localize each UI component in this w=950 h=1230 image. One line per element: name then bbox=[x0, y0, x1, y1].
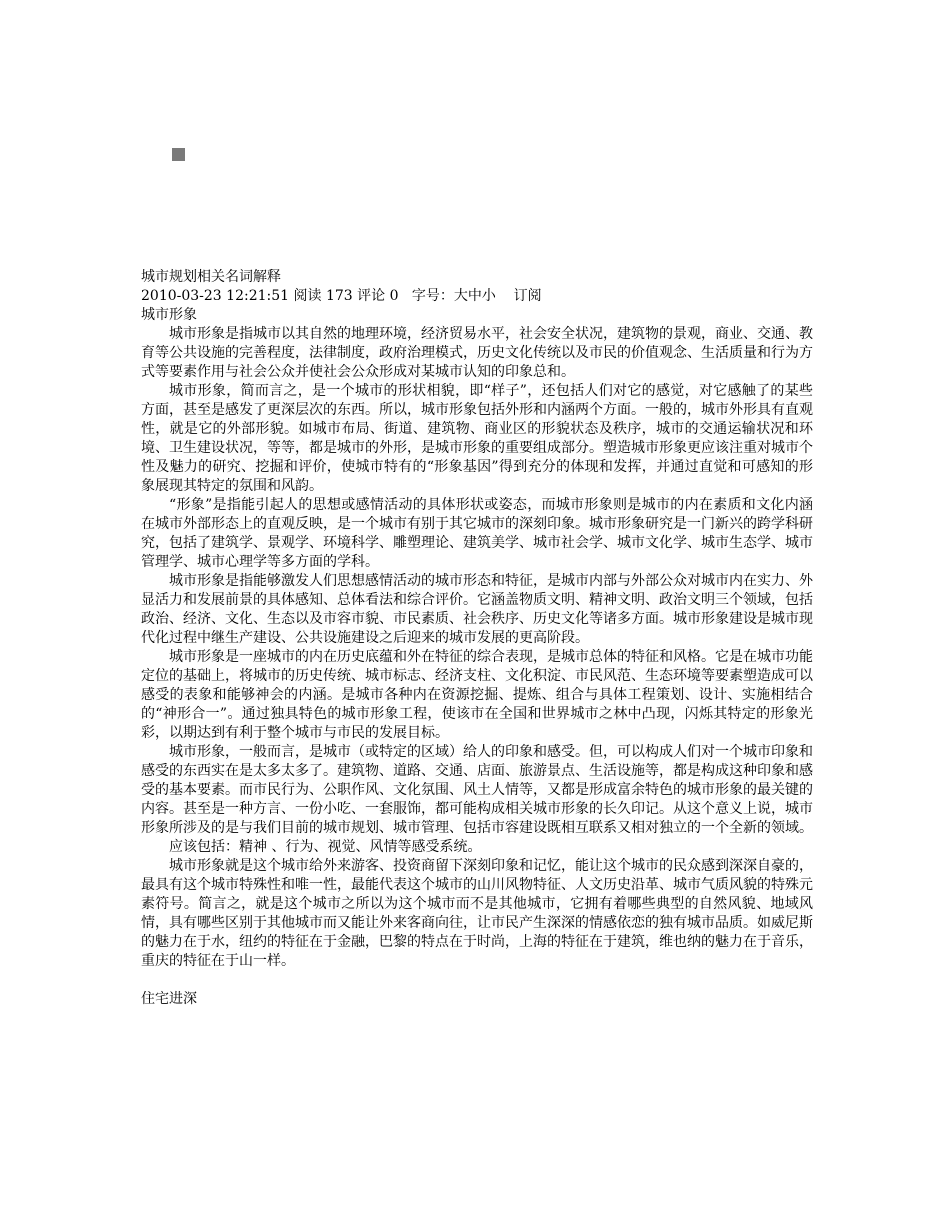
paragraph: 应该包括：精神 、行为、视觉、风情等感受系统。 bbox=[169, 839, 482, 855]
font-size-control[interactable]: 字号：大中小 bbox=[411, 288, 496, 304]
square-icon bbox=[172, 148, 185, 161]
paragraph: 城市形象，一般而言，是城市（或特定的区域）给人的印象和感受。但，可以构成人们对一个城市印象和感受的东西实在是太多太多了。建筑物、道路、交通、店面、旅游景点、生活设施等，都是构成这种印象和感受的基本要素。而市民行为、公职作风、文化氛围、风土人情等，又都是形成富余特色的城市形象的最关键的内容。甚至是一种方言、一份小吃、一套服饰，都可能构成相关城市形象的长久印记。从这个意义上说，城市形象所涉及的是与我们目前的城市规划、城市管理、包括市容建设既相互联系又相对独立的一个全新的领域。 bbox=[141, 744, 813, 836]
paragraph: 城市形象是指城市以其自然的地理环境，经济贸易水平，社会安全状况，建筑物的景观，商业、交通、教育等公共设施的完善程度，法律制度，政府治理模式，历史文化传统以及市民的价值观念、生活质量和行为方式等要素作用与社会公众并使社会公众形成对某城市认知的印象总和。 bbox=[141, 326, 813, 380]
read-count: 阅读 173 bbox=[293, 288, 353, 304]
spacer bbox=[141, 971, 813, 990]
paragraph: 城市形象是指能够激发人们思想感情活动的城市形态和特征，是城市内部与外部公众对城市内在实力、外显活力和发展前景的具体感知、总体看法和综合评价。它涵盖物质文明、精神文明、政治文明三个领域，包括政治、经济、文化、生态以及市容市貌、市民素质、社会秩序、历史文化等诸多方面。城市形象建设是城市现代化过程中继生产建设、公共设施建设之后迎来的城市发展的更高阶段。 bbox=[141, 573, 813, 646]
subscribe-link[interactable]: 订阅 bbox=[513, 288, 542, 304]
post-datetime: 2010-03-23 12:21:51 bbox=[141, 288, 290, 304]
section-title: 住宅进深 bbox=[141, 991, 197, 1007]
article-meta bbox=[141, 287, 813, 306]
paragraph: 城市形象，简而言之，是一个城市的形状相貌，即“样子”，还包括人们对它的感觉，对它感触了的某些方面，甚至是感发了更深层次的东西。所以，城市形象包括外形和内涵两个方面。一般的，城市外形具有直观性，就是它的外部形貌。如城市布局、街道、建筑物、商业区的形貌状态及秩序，城市的交通运输状况和环境、卫生建设状况，等等，都是城市的外形，是城市形象的重要组成部分。塑造城市形象更应该注重对城市个性及魅力的研究、挖掘和评价，使城市特有的“形象基因”得到充分的体现和发挥，并通过直觉和可感知的形象展现其特定的氛围和风韵。 bbox=[141, 383, 813, 494]
article-title: 城市规划相关名词解释 bbox=[141, 269, 281, 285]
paragraph: 城市形象就是这个城市给外来游客、投资商留下深刻印象和记忆，能让这个城市的民众感到深深自豪的，最具有这个城市特殊性和唯一性，最能代表这个城市的山川风物特征、人文历史沿革、城市气质风貌的特殊元素符号。简言之，就是这个城市之所以为这个城市而不是其他城市，它拥有着哪些典型的自然风貌、地域风情，具有哪些区别于其他城市而又能让外来客商向往，让市民产生深深的情感依恋的独有城市品质。如威尼斯的魅力在于水，纽约的特征在于金融，巴黎的特点在于时尚，上海的特征在于建筑，维也纳的魅力在于音乐，重庆的特征在于山一样。 bbox=[141, 858, 813, 969]
article bbox=[141, 268, 813, 1009]
paragraph: 城市形象是一座城市的内在历史底蕴和外在特征的综合表现，是城市总体的特征和风格。它是在城市功能定位的基础上，将城市的历史传统、城市标志、经济支柱、文化积淀、市民风范、生态环境等要素塑造成可以感受的表象和能够神会的内涵。是城市各种内在资源挖掘、提炼、组合与具体工程策划、设计、实施相结合的“神形合一”。通过独具特色的城市形象工程，使该市在全国和世界城市之林中凸现，闪烁其特定的形象光彩，以期达到有利于整个城市与市民的发展目标。 bbox=[141, 649, 813, 741]
paragraph: “形象”是指能引起人的思想或感情活动的具体形状或姿态，而城市形象则是城市的内在素质和文化内涵在城市外部形态上的直观反映，是一个城市有别于其它城市的深刻印象。城市形象研究是一门新兴的跨学科研究，包括了建筑学、景观学、环境科学、雕塑理论、建筑美学、城市社会学、城市文化学、城市生态学、城市管理学、城市心理学等多方面的学科。 bbox=[141, 497, 813, 570]
comment-count: 评论 0 bbox=[357, 288, 399, 304]
section-title: 城市形象 bbox=[141, 307, 197, 323]
